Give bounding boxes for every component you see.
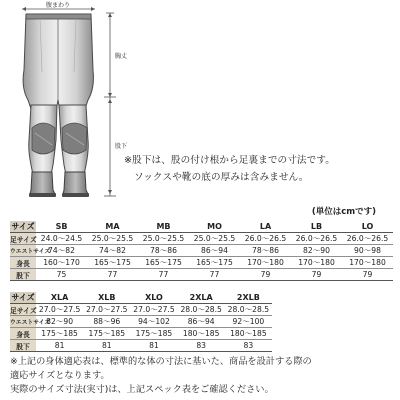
row-label: 股下 — [10, 269, 36, 281]
table-cell: 28.0～28.5 — [178, 304, 225, 316]
table-cell: 26.0～26.5 — [291, 233, 342, 245]
footer-line-3: 実際のサイズ寸法(実寸)は、上記スペック表をご確認ください。 — [10, 384, 274, 395]
header-label: サイズ — [11, 293, 35, 302]
table-cell: 83 — [178, 340, 225, 352]
table-cell: 75 — [36, 269, 87, 281]
table-cell: 165～175 — [138, 257, 189, 269]
table-cell: 82～90 — [291, 245, 342, 257]
table-cell: 170～180 — [240, 257, 291, 269]
table-row — [10, 269, 393, 281]
table-cell: 24.0～24.5 — [36, 233, 87, 245]
chest-height-label: 胸丈 — [115, 53, 128, 60]
table-cell: 83 — [225, 340, 272, 352]
chest-height-dimension — [106, 13, 127, 97]
row-label: ウエストサイズ — [10, 316, 36, 328]
unit-label: (単位はcmです) — [311, 207, 376, 217]
inseam-note-line-1: ※股下は、股の付け根から足裏までの寸法です。 — [124, 155, 335, 166]
table-cell: 26.0～26.5 — [342, 233, 393, 245]
table-cell: 27.0～27.5 — [83, 304, 130, 316]
size-header: MB — [138, 221, 189, 233]
inseam-label: 股下 — [115, 143, 128, 150]
table-cell: 78～86 — [240, 245, 291, 257]
waist-label: 腹まわり — [45, 2, 71, 9]
table-cell: 74～82 — [87, 245, 138, 257]
table-cell: 165～175 — [87, 257, 138, 269]
size-header: MO — [189, 221, 240, 233]
table-cell: 79 — [240, 269, 291, 281]
table-cell: 90～98 — [342, 245, 393, 257]
table-cell: 94～102 — [130, 316, 177, 328]
table-row — [10, 245, 393, 257]
table-cell: 82～90 — [36, 316, 83, 328]
table-cell: 180～185 — [225, 328, 272, 340]
table-cell: 170～180 — [291, 257, 342, 269]
size-header: XLB — [83, 292, 130, 304]
table-cell: 74～82 — [36, 245, 87, 257]
header-label: サイズ — [11, 222, 35, 231]
size-header: LB — [291, 221, 342, 233]
table-cell: 27.0～27.5 — [130, 304, 177, 316]
row-label: ウエストサイズ — [10, 245, 36, 257]
row-label: 身長 — [10, 328, 36, 340]
table-row — [10, 340, 272, 352]
table-cell: 28.0～28.5 — [225, 304, 272, 316]
size-header: 2XLB — [225, 292, 272, 304]
size-header: SB — [36, 221, 87, 233]
inseam-note — [124, 152, 396, 186]
table-cell: 81 — [83, 340, 130, 352]
table-cell: 77 — [138, 269, 189, 281]
table-cell: 86～94 — [178, 316, 225, 328]
table-cell: 27.0～27.5 — [36, 304, 83, 316]
table-cell: 180～185 — [178, 328, 225, 340]
footer-line-1: ※上記の身体適応表は、標準的な体の寸法に基いた、商品を設計する際の — [10, 356, 312, 367]
row-label: 足サイズ — [10, 233, 36, 245]
table-row — [10, 328, 272, 340]
table-cell: 170～180 — [342, 257, 393, 269]
inseam-note-line-2: ソックスや靴の底の厚みは含みません。 — [134, 172, 309, 183]
size-header: LO — [342, 221, 393, 233]
table-cell: 26.0～26.5 — [240, 233, 291, 245]
table-cell: 175～185 — [36, 328, 83, 340]
table-cell: 77 — [87, 269, 138, 281]
row-label: 股下 — [10, 340, 36, 352]
row-label: 身長 — [10, 257, 36, 269]
table-row — [10, 233, 393, 245]
table-cell: 175～185 — [130, 328, 177, 340]
size-header: XLA — [36, 292, 83, 304]
footer-note — [10, 355, 396, 397]
table-cell: 81 — [36, 340, 83, 352]
size-table-2 — [10, 292, 272, 352]
table-cell: 81 — [130, 340, 177, 352]
table-cell: 88～96 — [83, 316, 130, 328]
table-header-row — [10, 221, 393, 233]
table-cell: 78～86 — [138, 245, 189, 257]
wader-illustration — [23, 14, 93, 197]
footer-line-2: 適応サイズとなります。 — [10, 370, 110, 381]
table-cell: 25.0～25.5 — [189, 233, 240, 245]
table-cell: 79 — [342, 269, 393, 281]
table-cell: 175～185 — [83, 328, 130, 340]
size-header: LA — [240, 221, 291, 233]
table-cell: 165～175 — [189, 257, 240, 269]
table-row — [10, 304, 272, 316]
table-cell: 25.0～25.5 — [138, 233, 189, 245]
table-row — [10, 316, 272, 328]
table-cell: 160～170 — [36, 257, 87, 269]
size-header: XLO — [130, 292, 177, 304]
row-label: 足サイズ — [10, 304, 36, 316]
table-row — [10, 257, 393, 269]
table-cell: 25.0～25.5 — [87, 233, 138, 245]
table-cell: 86～94 — [189, 245, 240, 257]
table-cell: 79 — [291, 269, 342, 281]
size-table-1 — [10, 221, 393, 281]
size-header: 2XLA — [178, 292, 225, 304]
table-cell: 92～100 — [225, 316, 272, 328]
waist-dimension — [22, 1, 95, 11]
table-cell: 77 — [189, 269, 240, 281]
size-header: MA — [87, 221, 138, 233]
table-header-row — [10, 292, 272, 304]
